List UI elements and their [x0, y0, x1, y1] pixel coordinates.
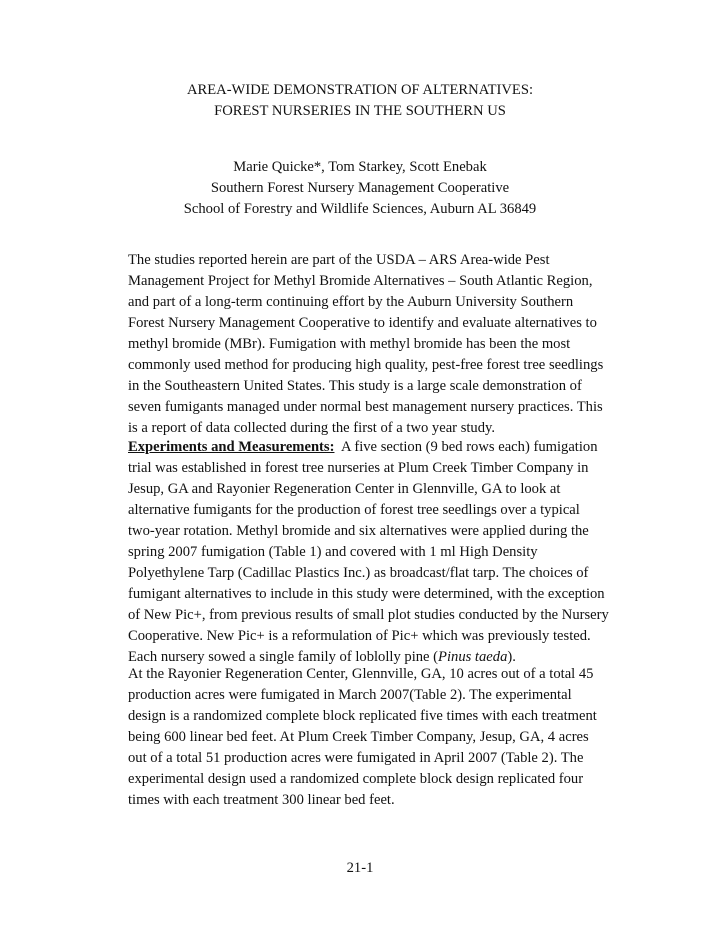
author-school: School of Forestry and Wildlife Sciences, Auburn AL 36849: [183, 201, 537, 217]
paragraph-line: alternative fumigants for the production of forest tree seedlings over a typical: [128, 502, 580, 518]
page-number: 21-1: [346, 860, 374, 876]
paragraph-line: production acres were fumigated in March 2007(Table 2). The experimental: [128, 687, 572, 703]
paragraph-line: Cooperative. New Pic+ is a reformulation of Pic+ which was previously tested.: [128, 628, 591, 644]
paragraph-text: Each nursery sowed a single family of loblolly pine (: [128, 649, 439, 665]
paragraph-line: in the Southeastern United States. This study is a large scale demonstration of: [128, 378, 582, 394]
paragraph-line: is a report of data collected during the first of a two year study.: [128, 420, 496, 436]
author-block: [0, 157, 720, 220]
paragraph-first-line: [128, 437, 598, 458]
title-line-1: AREA-WIDE DEMONSTRATION OF ALTERNATIVES:: [186, 82, 534, 98]
paragraph-text: ).: [507, 649, 516, 665]
experiments-paragraph: [128, 437, 609, 668]
paragraph-line: fumigant alternatives to include in this study were determined, with the exception: [128, 586, 605, 602]
paragraph-line: commonly used method for producing high quality, pest-free forest tree seedlings: [128, 357, 604, 373]
intro-paragraph: [128, 250, 604, 439]
paragraph-line: and part of a long-term continuing effort by the Auburn University Southern: [128, 294, 574, 310]
paragraph-line: of New Pic+, from previous results of small plot studies conducted by the Nursery: [128, 607, 609, 623]
paragraph-line: two-year rotation. Methyl bromide and six alternatives were applied during the: [128, 523, 589, 539]
paragraph-line: Polyethylene Tarp (Cadillac Plastics Inc.) as broadcast/flat tarp. The choices of: [128, 565, 589, 581]
sites-paragraph: [128, 664, 598, 811]
paragraph-line: experimental design used a randomized complete block design replicated four: [128, 771, 584, 787]
section-heading-experiments: Experiments and Measurements:: [128, 439, 335, 455]
author-organization: Southern Forest Nursery Management Cooperative: [210, 180, 510, 196]
paragraph-line: The studies reported herein are part of the USDA – ARS Area-wide Pest: [128, 252, 550, 268]
author-names: Marie Quicke*, Tom Starkey, Scott Enebak: [233, 159, 487, 175]
paragraph-line: Forest Nursery Management Cooperative to identify and evaluate alternatives to: [128, 315, 597, 331]
paper-title: [0, 80, 720, 122]
title-line-2: FOREST NURSERIES IN THE SOUTHERN US: [214, 103, 506, 119]
paragraph-line: methyl bromide (MBr). Fumigation with methyl bromide has been the most: [128, 336, 571, 352]
paragraph-line: trial was established in forest tree nurseries at Plum Creek Timber Company in: [128, 460, 589, 476]
paragraph-line: being 600 linear bed feet. At Plum Creek Timber Company, Jesup, GA, 4 acres: [128, 729, 589, 745]
paragraph-line: Jesup, GA and Rayonier Regeneration Center in Glennville, GA to look at: [128, 481, 561, 497]
paragraph-line: At the Rayonier Regeneration Center, Glennville, GA, 10 acres out of a total 45: [128, 666, 594, 682]
paragraph-text: A five section (9 bed rows each) fumigation: [340, 439, 598, 455]
paragraph-line: times with each treatment 300 linear bed feet.: [128, 792, 395, 808]
paragraph-line: spring 2007 fumigation (Table 1) and covered with 1 ml High Density: [128, 544, 538, 560]
species-name: Pinus taeda: [438, 649, 508, 665]
paragraph-line: out of a total 51 production acres were fumigated in April 2007 (Table 2). The: [128, 750, 584, 766]
paragraph-line: seven fumigants managed under normal best management nursery practices. This: [128, 399, 603, 415]
paragraph-line: design is a randomized complete block replicated five times with each treatment: [128, 708, 597, 724]
paragraph-line: Management Project for Methyl Bromide Alternatives – South Atlantic Region,: [128, 273, 593, 289]
